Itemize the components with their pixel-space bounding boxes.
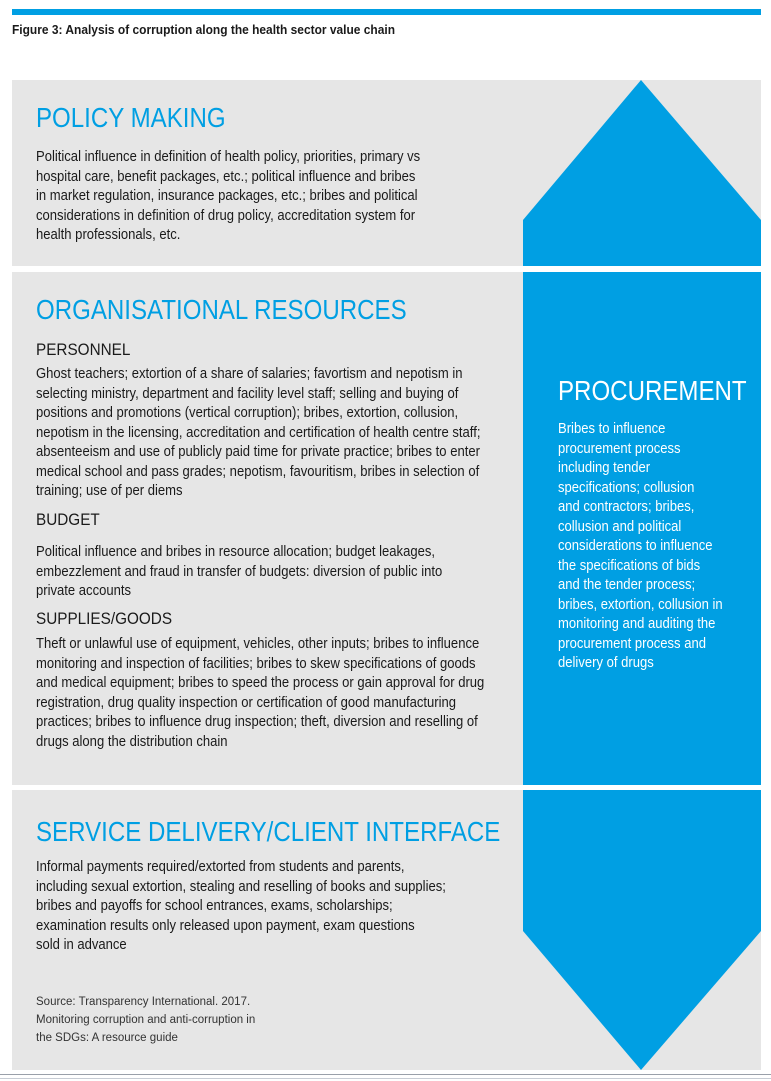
organisational-resources-heading: ORGANISATIONAL RESOURCES bbox=[36, 294, 407, 325]
personnel-text: Ghost teachers; extortion of a share of salaries; favortism and nepotism in selecting ministry, department and facility level staff; selling and buying of positions and promotions (vertical corruption); bribes, extortion, collusion, nepotism in the licensing, accreditation and certification of health centre staff; absenteeism and use of publicly paid time for private practice; bribes to enter medical school and pass grades; nepotism, favouritism, bribes in selection of training; use of per diems bbox=[36, 366, 481, 499]
supplies-goods-heading: SUPPLIES/GOODS bbox=[36, 609, 173, 628]
procurement-arrow-top bbox=[523, 80, 761, 266]
supplies-goods-text: Theft or unlawful use of equipment, vehicles, other inputs; bribes to influence monitoring and inspection of facilities; bribes to skew specifications of goods and medical equipment; bribes to speed the process or gain approval for drug registration, drug quality inspection or certification of good manufacturing practices; bribes to influence drug inspection; theft, diversion and reselling of drugs along the distribution chain bbox=[36, 636, 485, 750]
service-delivery-text: Informal payments required/extorted from students and parents, including sexual extortion, stealing and reselling of books and supplies; bribes and payoffs for school entrances, exams, scholarships; examination results only released upon payment, exam questions sold in advance bbox=[36, 859, 446, 953]
procurement-heading: PROCUREMENT bbox=[558, 375, 747, 406]
source-note: Source: Transparency International. 2017. Monitoring corruption and anti-corruption in the SDGs: A resource guide bbox=[36, 996, 256, 1044]
policy-making-heading: POLICY MAKING bbox=[36, 102, 226, 133]
personnel-heading: PERSONNEL bbox=[36, 340, 131, 359]
service-delivery-heading: SERVICE DELIVERY/CLIENT INTERFACE bbox=[36, 816, 501, 847]
procurement-arrow-bottom bbox=[523, 790, 761, 1070]
budget-heading: BUDGET bbox=[36, 510, 100, 529]
policy-making-text: Political influence in definition of health policy, priorities, primary vs hospital care, benefit packages, etc.; political influence and bribes in market regulation, insurance packages, etc.; bribes and political considerations in definition of drug policy, accreditation system for health professionals, etc. bbox=[36, 149, 421, 243]
bottom-rule bbox=[0, 1074, 771, 1079]
figure-title: Figure 3: Analysis of corruption along the health sector value chain bbox=[12, 22, 396, 37]
budget-text: Political influence and bribes in resource allocation; budget leakages, embezzlement and fraud in transfer of budgets: diversion of public into private accounts bbox=[36, 544, 443, 599]
procurement-text: Bribes to influence procurement process including tender specifications; collusion and contractors; bribes, collusion and political considerations to influence the specifications of bids and the tender process; bribes, extortion, collusion in monitoring and auditing the procurement process and delivery of drugs bbox=[558, 421, 723, 671]
